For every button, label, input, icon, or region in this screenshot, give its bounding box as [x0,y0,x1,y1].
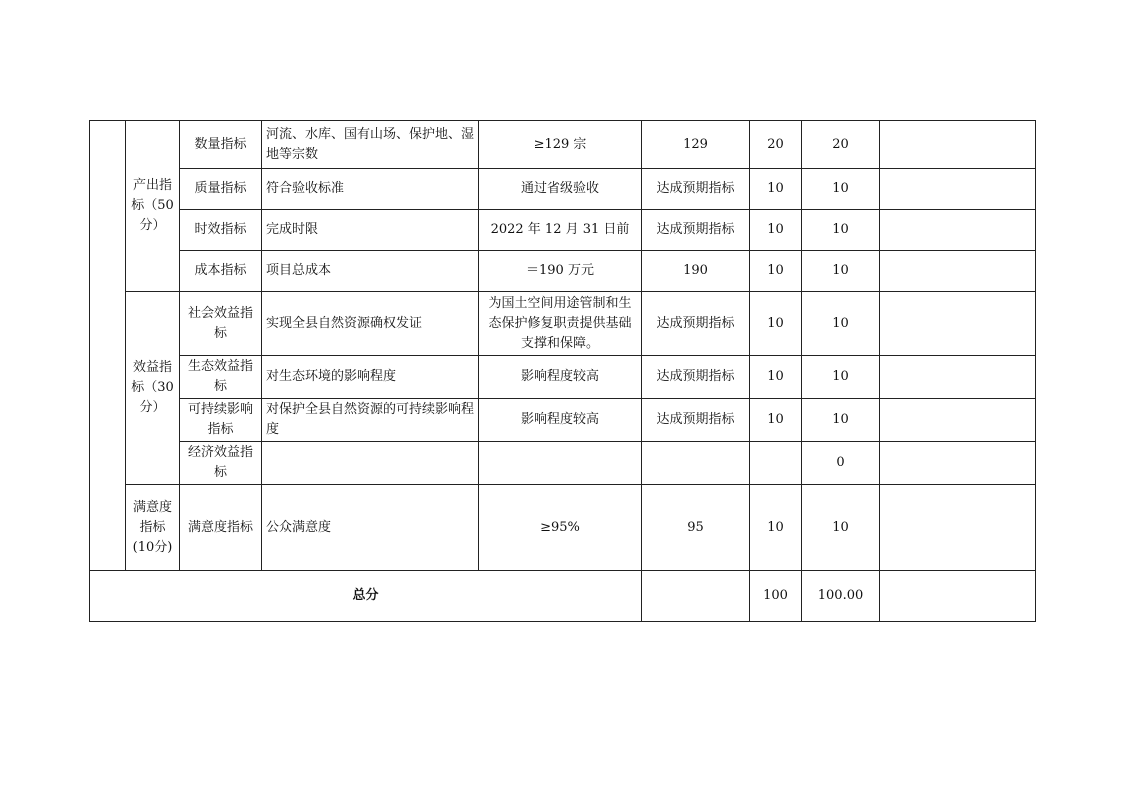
table-row [90,485,1036,571]
indicator-cell: 项目总成本 [262,251,479,292]
category-satisfaction-cell: 满意度指标(10分) [126,485,180,571]
performance-indicator-table [89,120,1036,622]
total-weight-cell: 100 [750,571,802,622]
weight-cell: 10 [750,356,802,399]
score-cell: 10 [802,169,880,210]
score-cell: 10 [802,356,880,399]
score-cell: 10 [802,251,880,292]
actual-value-cell: 达成预期指标 [642,399,750,442]
table-row [90,210,1036,251]
sub-indicator-cell: 经济效益指标 [180,442,262,485]
table-row [90,356,1036,399]
note-cell [880,251,1036,292]
total-row [90,571,1036,622]
note-cell [880,485,1036,571]
target-value-cell: 2022 年 12 月 31 日前 [479,210,642,251]
score-cell: 10 [802,292,880,356]
weight-cell [750,442,802,485]
score-cell: 10 [802,399,880,442]
target-value-cell: 通过省级验收 [479,169,642,210]
total-note-cell [880,571,1036,622]
actual-value-cell: 129 [642,121,750,169]
category-benefit-cell: 效益指标（30分） [126,292,180,485]
weight-cell: 10 [750,251,802,292]
actual-value-cell: 达成预期指标 [642,292,750,356]
indicator-cell [262,442,479,485]
note-cell [880,442,1036,485]
total-label-cell: 总分 [90,571,642,622]
note-cell [880,210,1036,251]
note-cell [880,169,1036,210]
actual-value-cell: 190 [642,251,750,292]
sub-indicator-cell: 生态效益指标 [180,356,262,399]
table-row [90,442,1036,485]
table-row [90,251,1036,292]
weight-cell: 10 [750,292,802,356]
indicator-cell: 河流、水库、国有山场、保护地、湿地等宗数 [262,121,479,169]
weight-cell: 10 [750,169,802,210]
target-value-cell: ≥95% [479,485,642,571]
actual-value-cell: 95 [642,485,750,571]
score-cell: 0 [802,442,880,485]
note-cell [880,121,1036,169]
table-row [90,121,1036,169]
actual-value-cell: 达成预期指标 [642,210,750,251]
table-row [90,169,1036,210]
total-score-cell: 100.00 [802,571,880,622]
indicator-cell: 符合验收标准 [262,169,479,210]
sub-indicator-cell: 成本指标 [180,251,262,292]
weight-cell: 10 [750,399,802,442]
sub-indicator-cell: 满意度指标 [180,485,262,571]
note-cell [880,292,1036,356]
sub-indicator-cell: 质量指标 [180,169,262,210]
table-row [90,399,1036,442]
category-output-cell: 产出指标（50分） [126,121,180,292]
target-value-cell: ≥129 宗 [479,121,642,169]
note-cell [880,356,1036,399]
score-cell: 10 [802,210,880,251]
score-cell: 20 [802,121,880,169]
actual-value-cell [642,442,750,485]
sub-indicator-cell: 数量指标 [180,121,262,169]
indicator-cell: 对生态环境的影响程度 [262,356,479,399]
target-value-cell: 为国土空间用途管制和生态保护修复职责提供基础支撑和保障。 [479,292,642,356]
weight-cell: 20 [750,121,802,169]
target-value-cell: ＝190 万元 [479,251,642,292]
outer-blank-cell [90,121,126,571]
score-cell: 10 [802,485,880,571]
target-value-cell: 影响程度较高 [479,356,642,399]
actual-value-cell: 达成预期指标 [642,169,750,210]
weight-cell: 10 [750,210,802,251]
sub-indicator-cell: 时效指标 [180,210,262,251]
target-value-cell: 影响程度较高 [479,399,642,442]
indicator-cell: 实现全县自然资源确权发证 [262,292,479,356]
total-actual-cell [642,571,750,622]
weight-cell: 10 [750,485,802,571]
indicator-cell: 对保护全县自然资源的可持续影响程度 [262,399,479,442]
note-cell [880,399,1036,442]
indicator-cell: 公众满意度 [262,485,479,571]
target-value-cell [479,442,642,485]
sub-indicator-cell: 可持续影响指标 [180,399,262,442]
table-row [90,292,1036,356]
indicator-cell: 完成时限 [262,210,479,251]
sub-indicator-cell: 社会效益指标 [180,292,262,356]
actual-value-cell: 达成预期指标 [642,356,750,399]
